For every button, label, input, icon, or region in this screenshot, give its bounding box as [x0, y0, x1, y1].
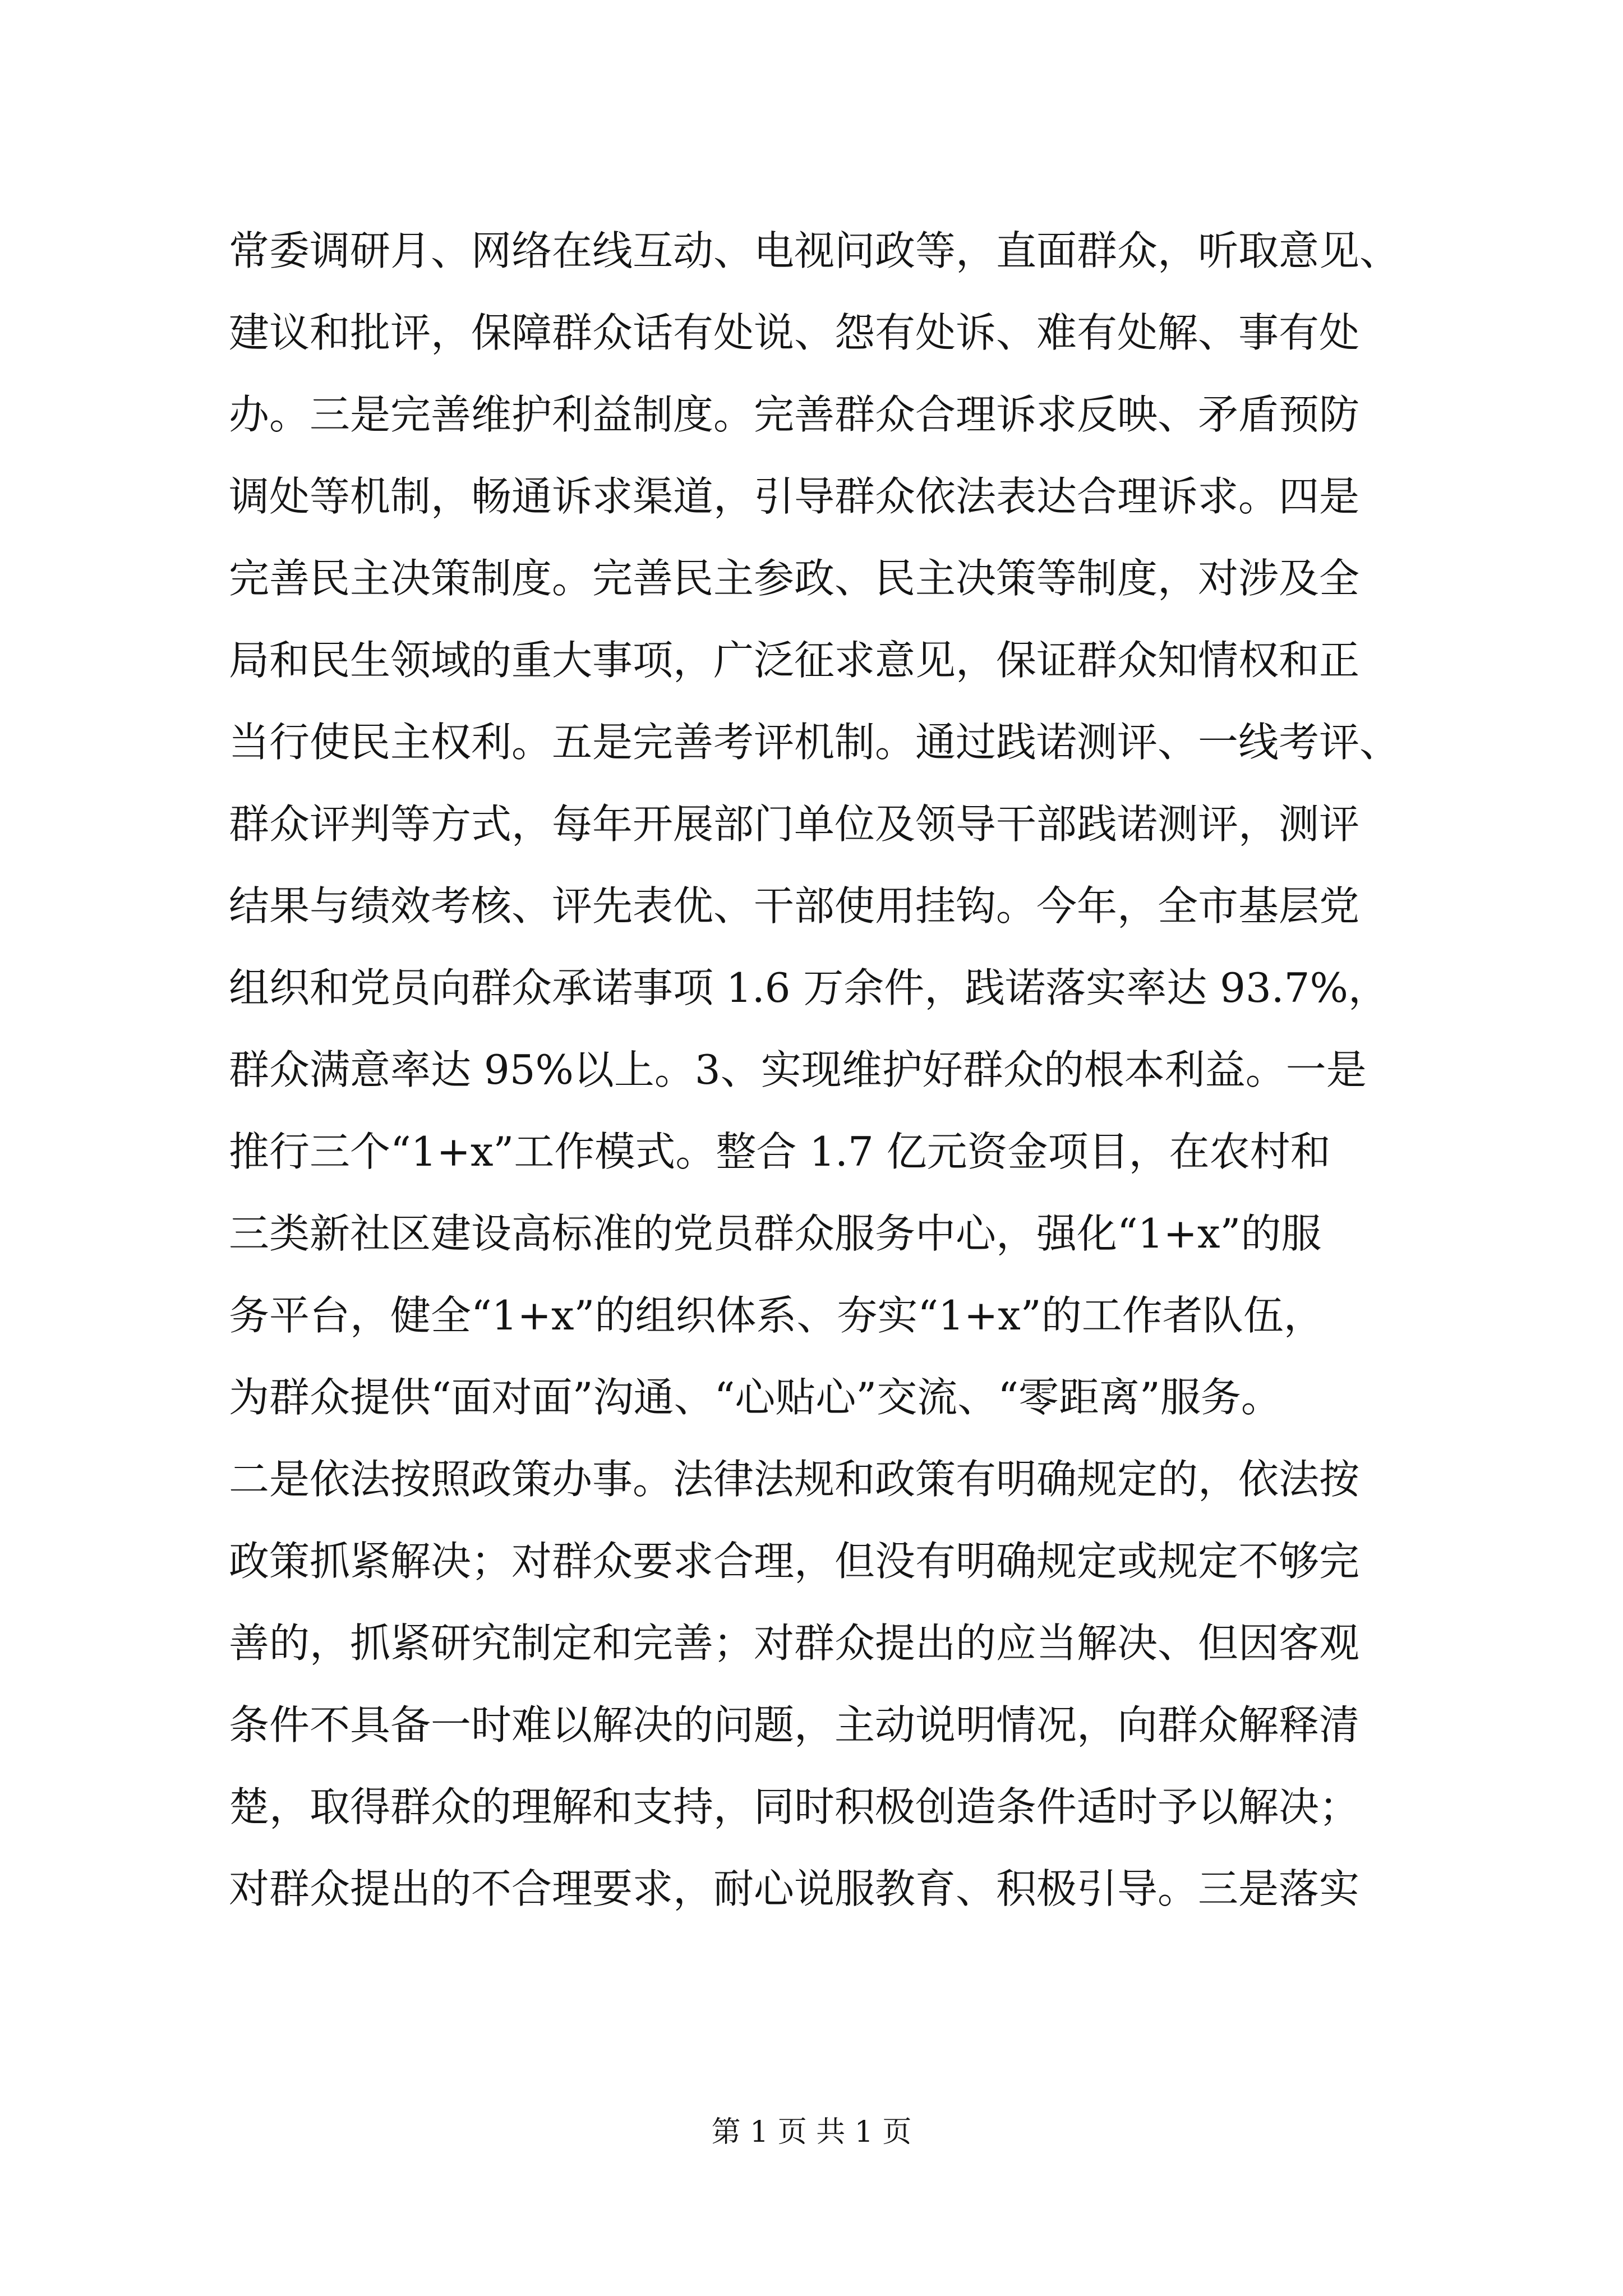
text-line: 完善民主决策制度。完善民主参政、民主决策等制度，对涉及全	[229, 555, 1360, 602]
text-line: 常委调研月、网络在线互动、电视问政等，直面群众，听取意见、	[229, 227, 1400, 274]
text-line: 群众评判等方式，每年开展部门单位及领导干部践诺测评，测评	[229, 800, 1360, 848]
text-line: 结果与绩效考核、评先表优、干部使用挂钩。今年，全市基层党	[229, 882, 1360, 930]
text-line: 组织和党员向群众承诺事项 1.6 万余件，践诺落实率达 93.7%，	[229, 964, 1389, 1011]
page-number-label: 第 1 页 共 1 页	[711, 2115, 912, 2149]
text-line: 二是依法按照政策办事。法律法规和政策有明确规定的，依法按	[229, 1456, 1360, 1503]
text-line: 建议和批评，保障群众话有处说、怨有处诉、难有处解、事有处	[229, 309, 1360, 356]
text-line: 推行三个“1+x”工作模式。整合 1.7 亿元资金项目，在农村和	[229, 1128, 1331, 1175]
text-line: 善的，抓紧研究制定和完善；对群众提出的应当解决、但因客观	[229, 1619, 1360, 1667]
text-line: 群众满意率达 95%以上。3、实现维护好群众的根本利益。一是	[229, 1046, 1367, 1093]
page-footer	[0, 2113, 1623, 2152]
text-line: 为群众提供“面对面”沟通、“心贴心”交流、“零距离”服务。	[229, 1374, 1281, 1421]
text-line: 对群众提出的不合理要求，耐心说服教育、积极引导。三是落实	[229, 1865, 1360, 1912]
text-line: 条件不具备一时难以解决的问题，主动说明情况，向群众解释清	[229, 1701, 1360, 1749]
text-line: 务平台，健全“1+x”的组织体系、夯实“1+x”的工作者队伍，	[229, 1292, 1324, 1339]
text-line: 政策抓紧解决；对群众要求合理，但没有明确规定或规定不够完	[229, 1538, 1360, 1585]
text-line: 局和民生领域的重大事项，广泛征求意见，保证群众知情权和正	[229, 637, 1360, 684]
text-line: 楚，取得群众的理解和支持，同时积极创造条件适时予以解决；	[229, 1783, 1360, 1830]
text-line: 调处等机制，畅通诉求渠道，引导群众依法表达合理诉求。四是	[229, 473, 1360, 520]
text-line: 三类新社区建设高标准的党员群众服务中心，强化“1+x”的服	[229, 1210, 1322, 1257]
text-line: 办。三是完善维护利益制度。完善群众合理诉求反映、矛盾预防	[229, 391, 1360, 438]
body-text	[229, 210, 1408, 1930]
text-line: 当行使民主权利。五是完善考评机制。通过践诺测评、一线考评、	[229, 719, 1400, 766]
